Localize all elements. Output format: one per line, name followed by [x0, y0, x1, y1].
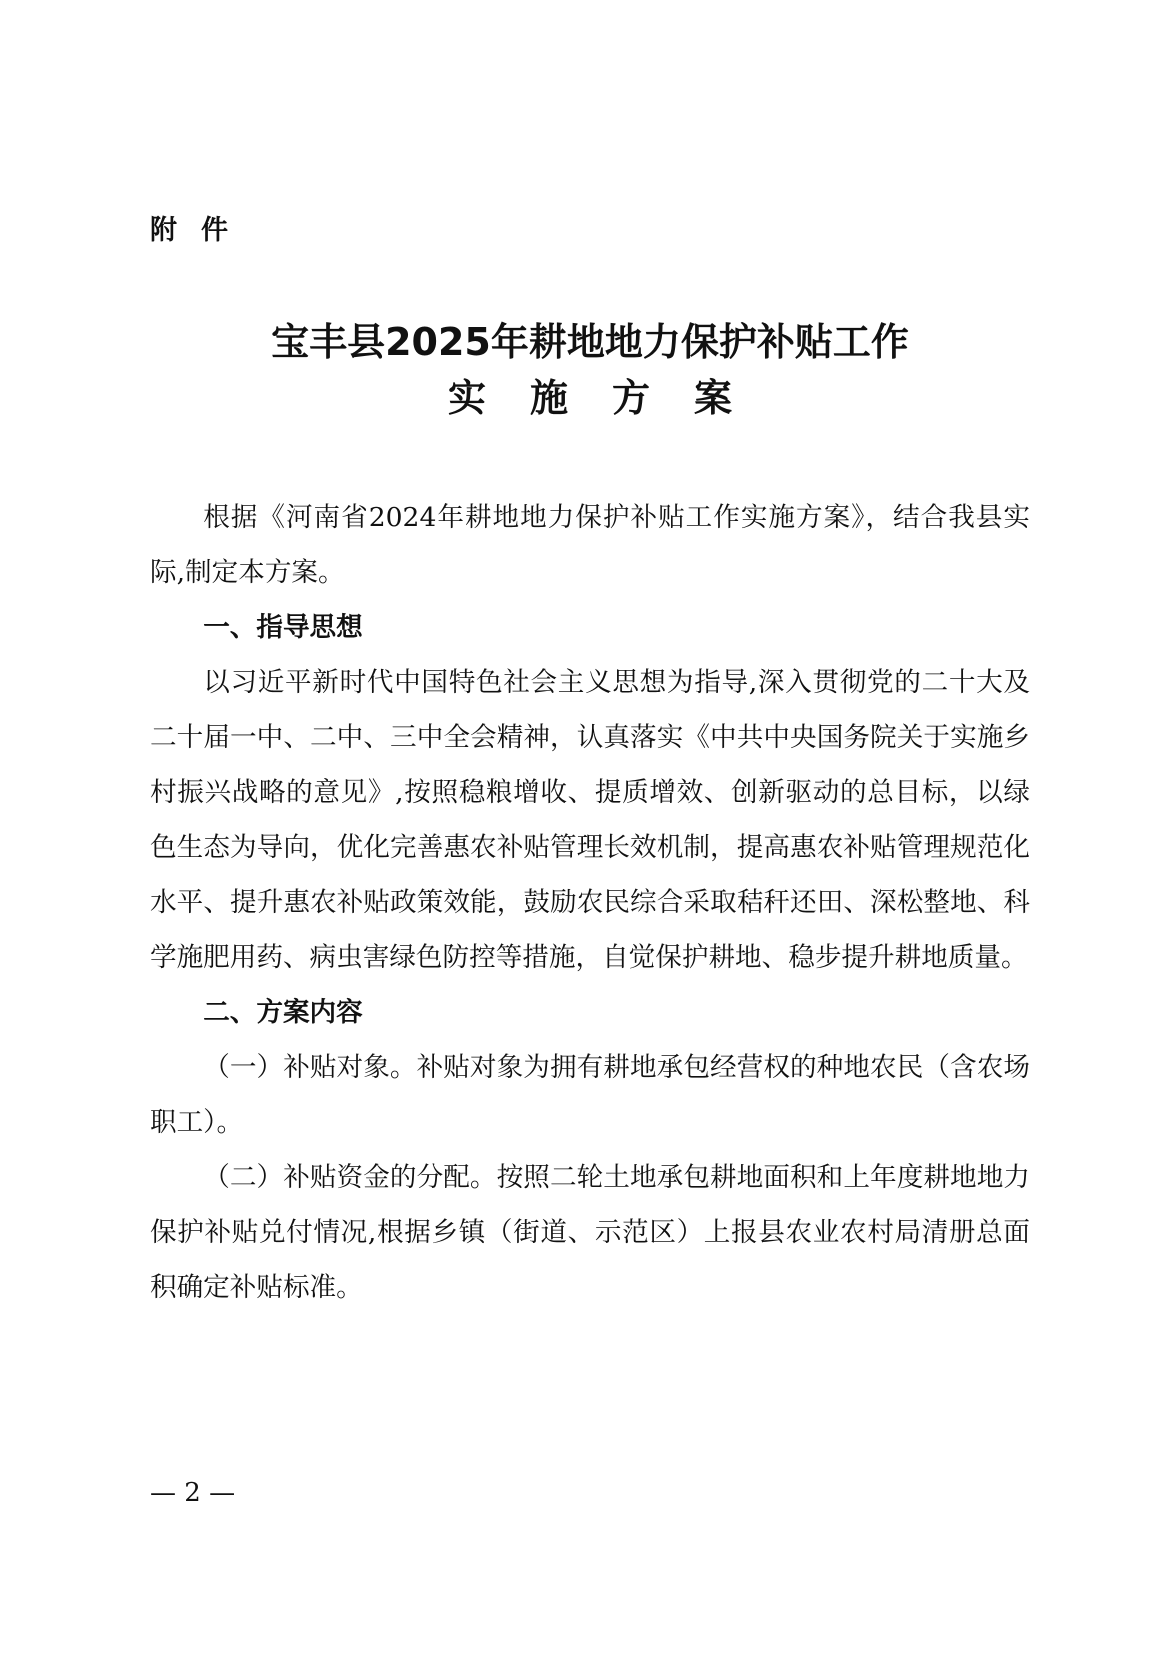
attachment-label: 附件 [150, 215, 252, 246]
document-body [150, 490, 1030, 1315]
guiding-ideology-paragraph: 以习近平新时代中国特色社会主义思想为指导,深入贯彻党的二十大及二十届一中、二中、三中全会精神，认真落实《中共中央国务院关于实施乡村振兴战略的意见》,按照稳粮增收、提质增效、创新驱动的总目标，以绿色生态为导向，优化完善惠农补贴管理长效机制，提高惠农补贴管理规范化水平、提升惠农补贴政策效能，鼓励农民综合采取秸秆还田、深松整地、科学施肥用药、病虫害绿色防控等措施，自觉保护耕地、稳步提升耕地质量。 [150, 667, 1030, 973]
section-heading-guiding-ideology: 一、指导思想 [203, 612, 363, 643]
document-title-line1: 宝丰县2025年耕地地力保护补贴工作 [271, 320, 909, 364]
document-title-line2: 实施方案 [447, 376, 776, 420]
intro-paragraph: 根据《河南省2024年耕地地力保护补贴工作实施方案》，结合我县实际,制定本方案。 [150, 502, 1030, 588]
subsidy-allocation-paragraph: （二）补贴资金的分配。按照二轮土地承包耕地面积和上年度耕地地力保护补贴兑付情况,根据乡镇（街道、示范区）上报县农业农村局清册总面积确定补贴标准。 [150, 1162, 1030, 1303]
page-number: — 2 — [150, 1478, 236, 1508]
section-heading-plan-content: 二、方案内容 [203, 997, 363, 1028]
subsidy-target-paragraph: （一）补贴对象。补贴对象为拥有耕地承包经营权的种地农民（含农场职工）。 [150, 1052, 1030, 1138]
